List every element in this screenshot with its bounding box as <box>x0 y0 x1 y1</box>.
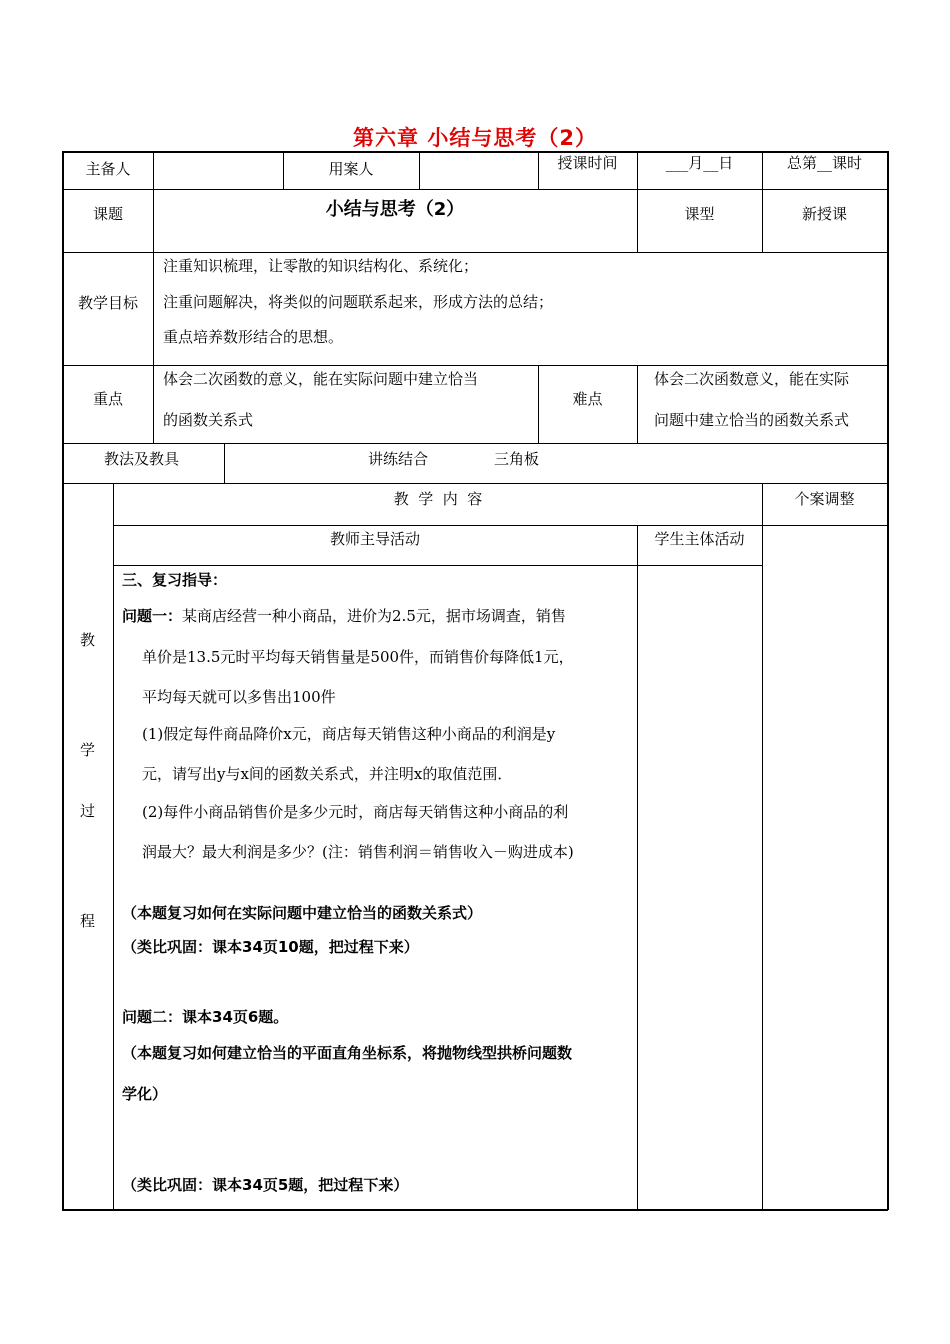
time-label: 授课时间 <box>557 154 618 172</box>
question-1-part-2-line-2: 润最大？最大利润是多少？(注：销售利润＝销售收入－购进成本) <box>142 843 574 861</box>
question-1-line-3: 平均每天就可以多售出100件 <box>142 688 336 706</box>
question-1-line-1: 问题一：某商店经营一种小商品，进价为2.5元，据市场调查，销售 <box>122 607 566 625</box>
note-2-line-2: 学化） <box>122 1085 168 1103</box>
practice-1: （类比巩固：课本34页10题，把过程下来） <box>122 938 419 956</box>
content-header: 教 学 内 容 <box>393 490 483 508</box>
methods-label: 教法及教具 <box>104 450 180 468</box>
practice-2: （类比巩固：课本34页5题，把过程下来） <box>122 1176 409 1194</box>
objective-3: 重点培养数形结合的思想。 <box>163 328 344 346</box>
objectives-label: 教学目标 <box>77 294 138 312</box>
key-point-line-1: 体会二次函数的意义，能在实际问题中建立恰当 <box>163 370 479 388</box>
question-1-part-1-line-2: 元，请写出y与x间的函数关系式，并注明x的取值范围． <box>142 765 513 783</box>
objective-2: 注重问题解决，将类似的问题联系起来，形成方法的总结； <box>163 293 554 311</box>
adjust-header: 个案调整 <box>794 490 855 508</box>
period-value: 总第__课时 <box>786 154 862 172</box>
question-1-label: 问题一： <box>122 607 183 625</box>
objective-1: 注重知识梳理，让零散的知识结构化、系统化； <box>163 257 479 275</box>
user-label: 用案人 <box>328 160 374 178</box>
topic-label: 课题 <box>92 205 123 223</box>
methods-value-2: 三角板 <box>494 450 540 468</box>
side-label-2: 学 <box>79 741 95 759</box>
difficulty-label: 难点 <box>572 390 603 408</box>
preparer-label: 主备人 <box>85 160 131 178</box>
question-2: 问题二：课本34页6题。 <box>122 1008 289 1026</box>
type-label: 课型 <box>684 205 715 223</box>
lesson-title: 小结与思考（2） <box>325 199 465 220</box>
key-point-line-2: 的函数关系式 <box>163 411 254 429</box>
section-title: 三、复习指导： <box>122 571 228 589</box>
teacher-header: 教师主导活动 <box>329 530 420 548</box>
date-value: ___月__日 <box>665 154 734 172</box>
question-1-part-2-line-1: (2)每件小商品销售价是多少元时，商店每天销售这种小商品的利 <box>142 803 569 821</box>
difficulty-line-2: 问题中建立恰当的函数关系式 <box>654 411 850 429</box>
question-1-part-1-line-1: (1)假定每件商品降价x元，商店每天销售这种小商品的利润是y <box>142 725 556 743</box>
type-value: 新授课 <box>801 205 847 223</box>
side-label-3: 过 <box>79 802 95 820</box>
methods-value-1: 讲练结合 <box>368 450 429 468</box>
note-2-line-1: （本题复习如何建立恰当的平面直角坐标系，将抛物线型拱桥问题数 <box>122 1044 573 1062</box>
note-1: （本题复习如何在实际问题中建立恰当的函数关系式） <box>122 904 483 922</box>
difficulty-line-1: 体会二次函数意义，能在实际 <box>654 370 850 388</box>
student-header: 学生主体活动 <box>654 530 745 548</box>
side-label-1: 教 <box>79 631 95 649</box>
key-points-label: 重点 <box>92 390 123 408</box>
question-1-line-2: 单价是13.5元时平均每天销售量是500件，而销售价每降低1元， <box>142 648 574 666</box>
side-label-4: 程 <box>79 912 95 930</box>
page-title: 第六章 小结与思考（2） <box>353 126 597 150</box>
